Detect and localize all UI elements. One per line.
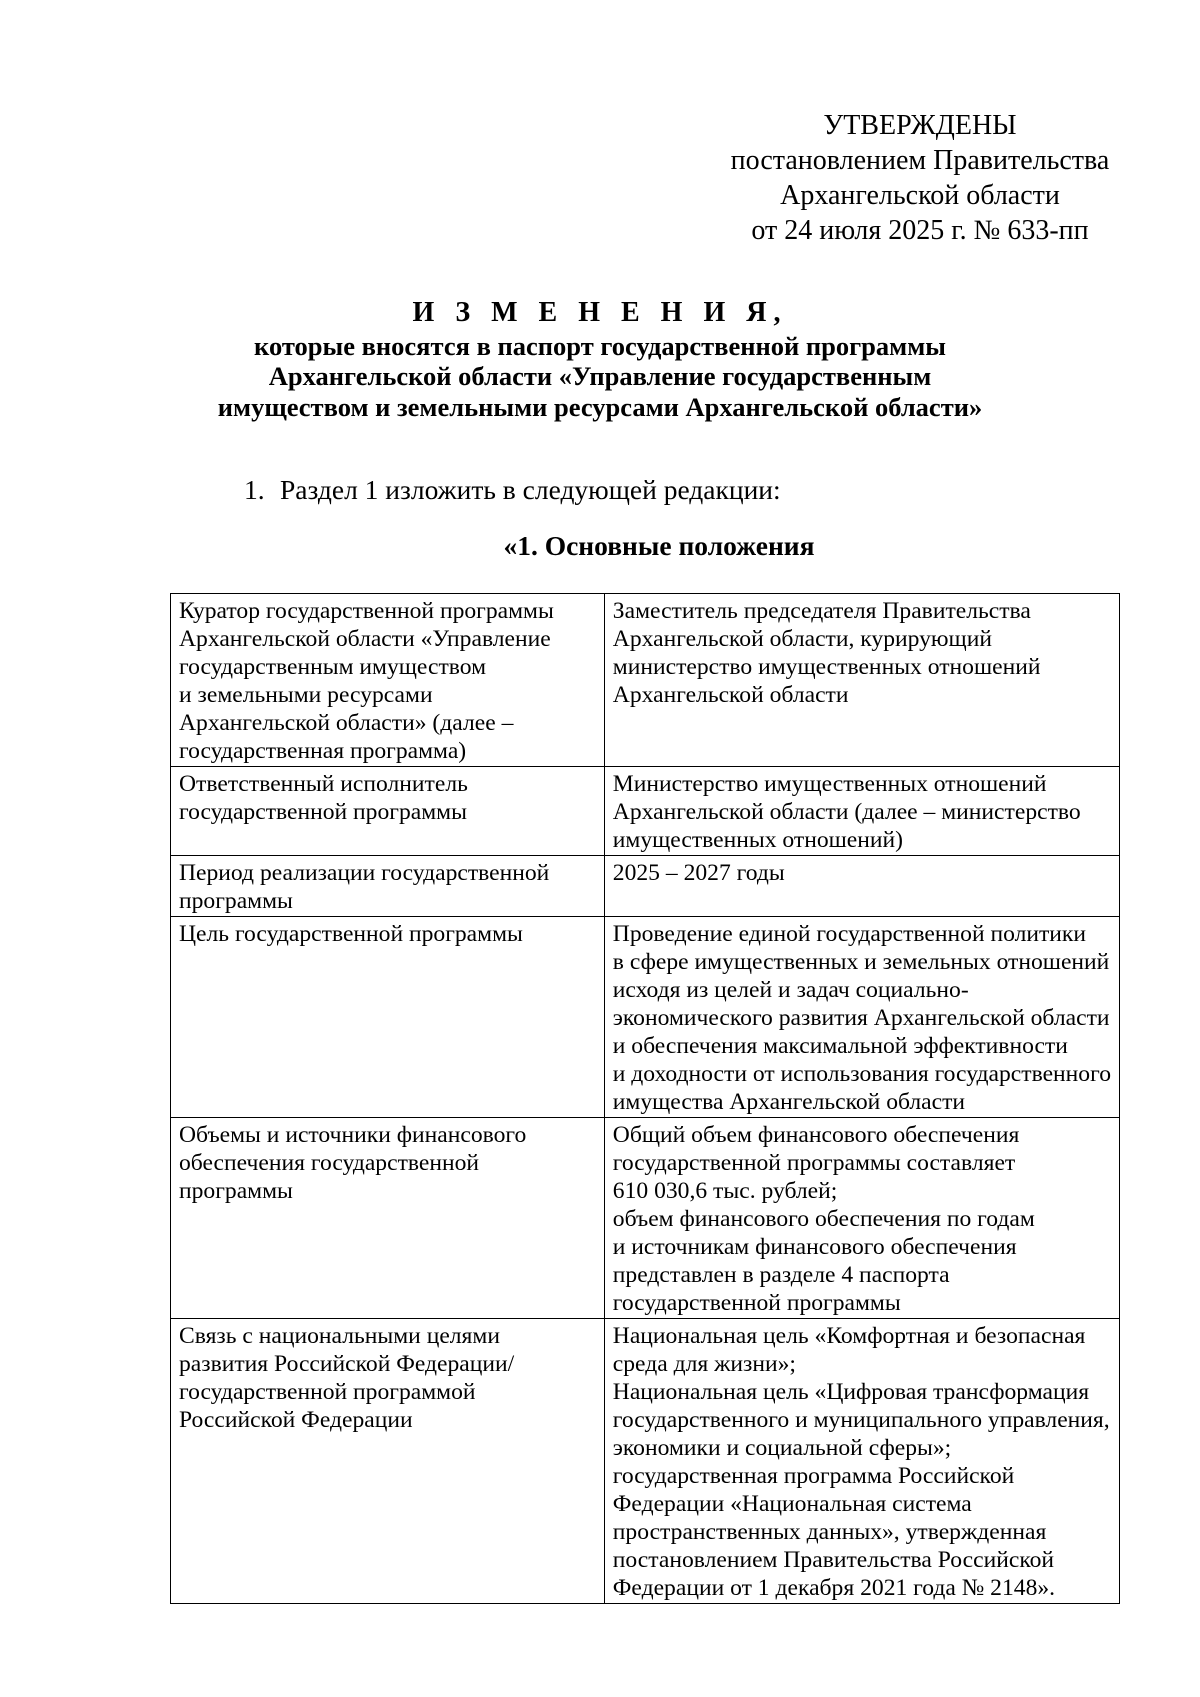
value-line: Федерации от 1 декабря 2021 года № 2148». [612, 1575, 1056, 1601]
approval-line: Архангельской области [780, 180, 1060, 211]
passport-table [170, 593, 1120, 1604]
item-text: Раздел 1 изложить в следующей редакции: [280, 474, 781, 505]
table-row [171, 767, 1120, 856]
row-value-cell [604, 917, 1119, 1118]
value-line: и источникам финансового обеспечения [612, 1234, 1017, 1260]
row-label-cell [171, 767, 605, 856]
value-line: представлен в разделе 4 паспорта [612, 1262, 950, 1288]
value-line: исходя из целей и задач социально- [612, 977, 969, 1003]
value-line: государственного и муниципального управления, [612, 1407, 1110, 1433]
value-line: Архангельской области (далее – министерство [612, 799, 1081, 825]
label-line: обеспечения государственной [179, 1150, 480, 1176]
value-line: и обеспечения максимальной эффективности [612, 1033, 1068, 1059]
value-line: экономики и социальной сферы»; [612, 1435, 952, 1461]
value-line: и доходности от использования государственного [612, 1061, 1111, 1087]
instruction-item [244, 474, 781, 506]
value-line: 610 030,6 тыс. рублей; [612, 1178, 838, 1204]
value-line: министерство имущественных отношений [612, 654, 1041, 680]
label-line: Архангельской области «Управление [179, 626, 551, 652]
label-line: программы [179, 1178, 293, 1204]
value-line: Общий объем финансового обеспечения [612, 1122, 1020, 1148]
row-value-cell [604, 767, 1119, 856]
value-line: имущества Архангельской области [612, 1089, 966, 1115]
label-line: Объемы и источники финансового [179, 1122, 527, 1148]
table-row [171, 1118, 1120, 1319]
value-line: Архангельской области [612, 682, 849, 708]
approval-line: от 24 июля 2025 г. № 633-пп [751, 215, 1089, 246]
value-line: 2025 – 2027 годы [612, 860, 785, 886]
row-value-cell [604, 594, 1119, 767]
value-line: объем финансового обеспечения по годам [612, 1206, 1035, 1232]
value-line: Национальная цель «Комфортная и безопасная [612, 1323, 1086, 1349]
value-line: постановлением Правительства Российской [612, 1547, 1055, 1573]
title-line: Архангельской области «Управление государственным [268, 361, 932, 391]
value-line: государственной программы составляет [612, 1150, 1016, 1176]
section-heading: «1. Основные положения [503, 530, 815, 561]
label-line: Куратор государственной программы [179, 598, 554, 624]
row-label-cell [171, 917, 605, 1118]
table-row [171, 594, 1120, 767]
value-line: государственная программа Российской [612, 1463, 1015, 1489]
label-line: государственным имуществом [179, 654, 487, 680]
document-title [160, 298, 1040, 422]
label-line: Российской Федерации [179, 1407, 413, 1433]
title-heading: И З М Е Н Е Н И Я, [412, 297, 788, 328]
value-line: в сфере имущественных и земельных отношений [612, 949, 1110, 975]
value-line: Заместитель председателя Правительства [612, 598, 1031, 624]
value-line: Национальная цель «Цифровая трансформация [612, 1379, 1090, 1405]
value-line: экономического развития Архангельской области [612, 1005, 1110, 1031]
label-line: Период реализации государственной [179, 860, 550, 886]
table-row [171, 856, 1120, 917]
row-label-cell [171, 856, 605, 917]
value-line: Федерации «Национальная система [612, 1491, 972, 1517]
value-line: имущественных отношений) [612, 827, 904, 853]
label-line: государственная программа) [179, 738, 467, 764]
approval-line: УТВЕРЖДЕНЫ [823, 110, 1017, 141]
value-line: Проведение единой государственной политики [612, 921, 1087, 947]
title-line: которые вносятся в паспорт государственной программы [254, 330, 946, 361]
approval-line: постановлением Правительства [730, 145, 1110, 176]
label-line: Архангельской области» (далее – [179, 710, 514, 736]
label-line: развития Российской Федерации/ [179, 1351, 515, 1377]
table-row [171, 917, 1120, 1118]
value-line: государственной программы [612, 1290, 901, 1316]
table-row [171, 1319, 1120, 1604]
approval-stamp [720, 108, 1120, 248]
row-value-cell [604, 856, 1119, 917]
label-line: Цель государственной программы [179, 921, 523, 947]
item-number: 1. [244, 474, 265, 505]
label-line: государственной программы [179, 799, 467, 825]
row-value-cell [604, 1118, 1119, 1319]
label-line: программы [179, 888, 293, 914]
value-line: пространственных данных», утвержденная [612, 1519, 1047, 1545]
label-line: Ответственный исполнитель [179, 771, 468, 797]
value-line: среда для жизни»; [612, 1351, 796, 1377]
label-line: Связь с национальными целями [179, 1323, 500, 1349]
row-label-cell [171, 1319, 605, 1604]
value-line: Архангельской области, курирующий [612, 626, 992, 652]
label-line: государственной программой [179, 1379, 476, 1405]
row-label-cell [171, 594, 605, 767]
label-line: и земельными ресурсами [179, 682, 433, 708]
title-line: имуществом и земельными ресурсами Архангельской области» [217, 391, 983, 422]
row-value-cell [604, 1319, 1119, 1604]
row-label-cell [171, 1118, 605, 1319]
value-line: Министерство имущественных отношений [612, 771, 1047, 797]
